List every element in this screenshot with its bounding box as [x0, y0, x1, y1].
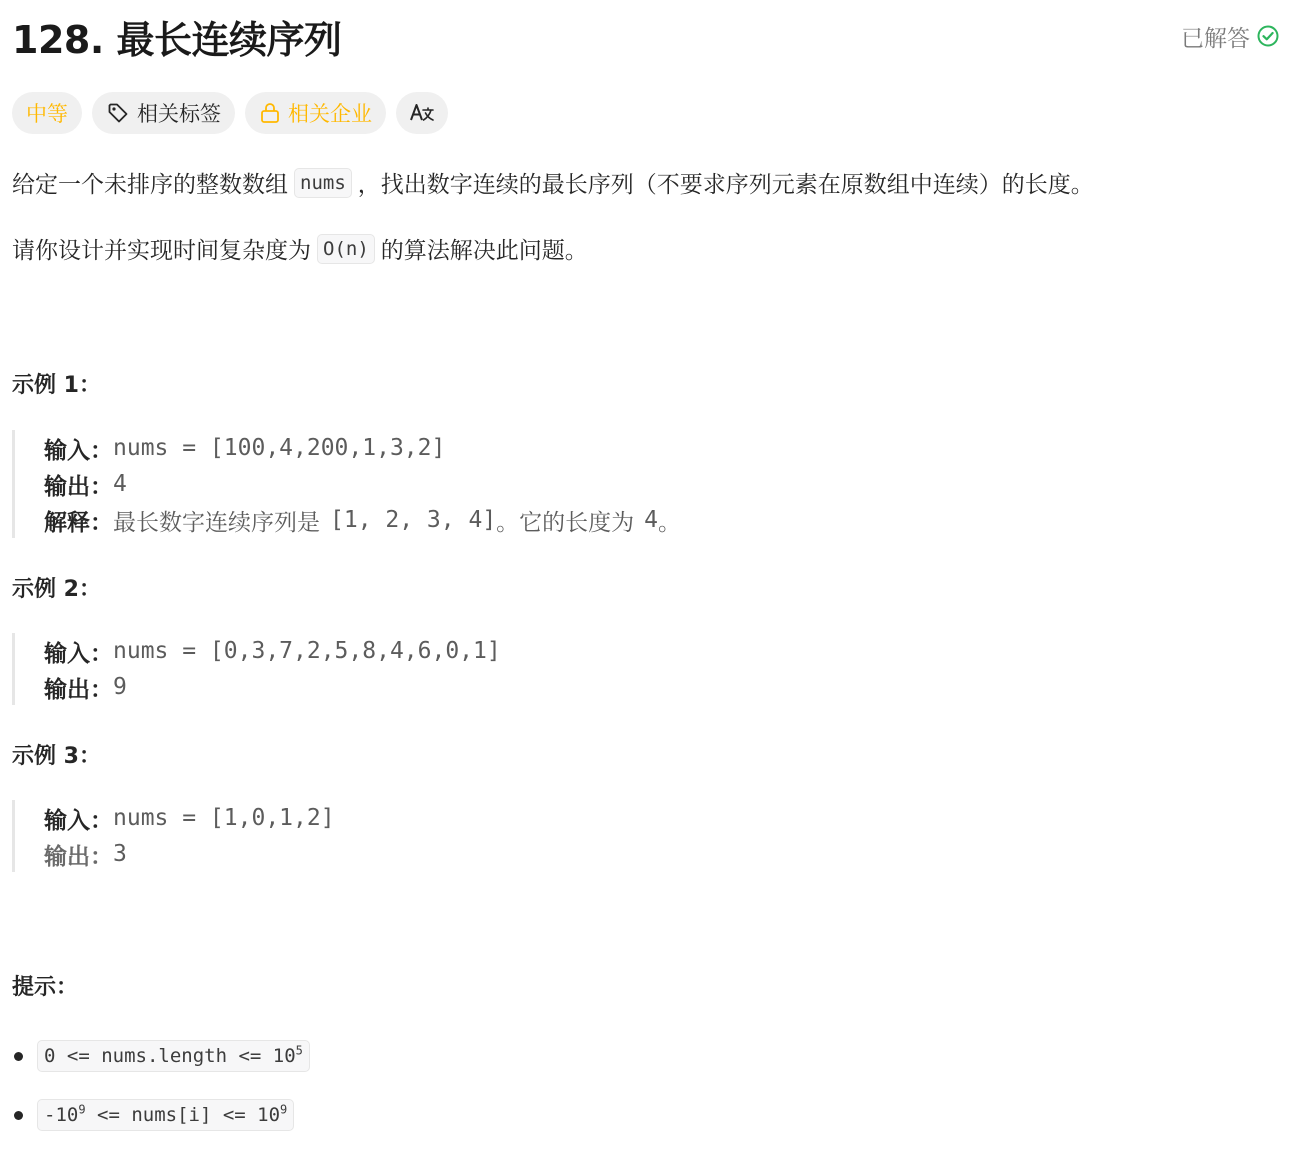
- tag-bar: [12, 92, 448, 134]
- bullet: [14, 1111, 23, 1120]
- example-2-block: [12, 633, 501, 705]
- example-1-input: 输入： nums = [100,4,200,1,3,2]: [44, 435, 446, 464]
- example-1-output: 输出： 4: [44, 471, 127, 500]
- example-3-title: 示例 3：: [12, 744, 101, 769]
- example-3-block: [12, 800, 335, 872]
- example-2-title: 示例 2：: [12, 577, 101, 602]
- difficulty-tag: 中等: [12, 92, 82, 134]
- check-circle-icon: [1256, 24, 1280, 48]
- example-1-block: [12, 430, 681, 538]
- example-1-explanation: 解释： 最长数字连续序列是 [1, 2, 3, 4] 。它的长度为 4 。: [44, 507, 682, 536]
- problem-title[interactable]: 128. 最长连续序列: [12, 17, 342, 62]
- solved-label: 已解答: [1181, 25, 1250, 52]
- solved-status: [1181, 20, 1280, 53]
- related-companies-label: 相关企业: [288, 102, 372, 126]
- constraint-code: $-10^9$ <= nums[i] <= $10^9$: [37, 1099, 294, 1131]
- example-3-output: 输出： 3: [44, 841, 127, 870]
- title-row: [12, 8, 1280, 64]
- example-3-input: 输入： nums = [1,0,1,2]: [44, 805, 335, 834]
- description-line-1: 给定一个未排序的整数数组 nums ，找出数字连续的最长序列（不要求序列元素在原数组中连续）的长度。: [12, 166, 1094, 199]
- example-2-output: 输出： 9: [44, 674, 127, 703]
- description-line-2: 请你设计并实现时间复杂度为 O(n) 的算法解决此问题。: [12, 232, 588, 265]
- related-companies-button[interactable]: [245, 92, 386, 134]
- tag-icon: [106, 101, 130, 125]
- example-2-input: 输入： nums = [0,3,7,2,5,8,4,6,0,1]: [44, 638, 501, 667]
- related-tags-label: 相关标签: [137, 102, 221, 126]
- inline-code: O(n): [317, 234, 375, 264]
- related-tags-button[interactable]: [92, 92, 235, 134]
- constraint-item-1: [14, 1040, 310, 1072]
- example-1-title: 示例 1：: [12, 373, 101, 398]
- lock-icon: [259, 101, 281, 125]
- constraint-code: 0 <= nums.length <= $10^5$: [37, 1040, 310, 1072]
- translate-button[interactable]: [396, 92, 448, 134]
- translate-icon: [409, 101, 435, 125]
- bullet: [14, 1052, 23, 1061]
- constraint-item-2: [14, 1099, 294, 1131]
- inline-code: nums: [294, 168, 352, 198]
- constraints-title: 提示：: [12, 975, 79, 1000]
